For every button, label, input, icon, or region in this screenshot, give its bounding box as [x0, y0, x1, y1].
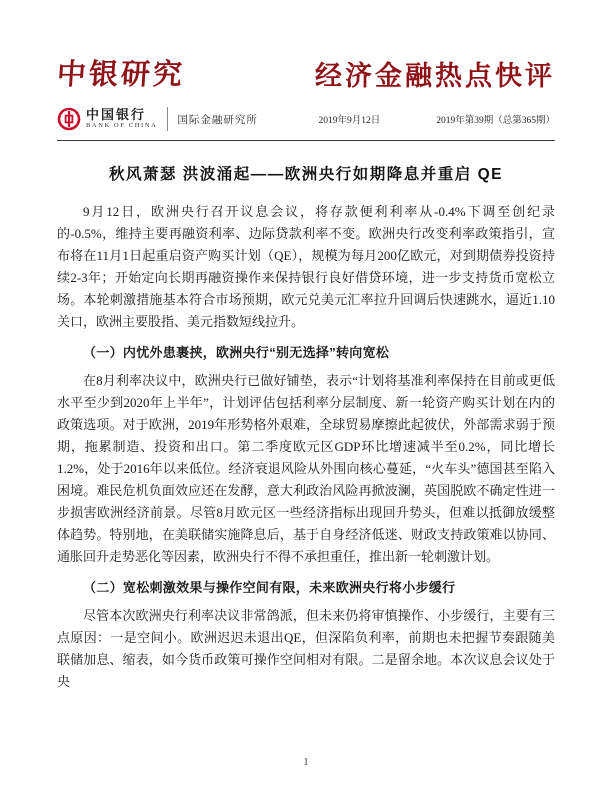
publication-date: 2019年9月12日 — [318, 116, 381, 126]
brand-logo-text: 中银研究 — [55, 59, 186, 91]
institute-name: 国际金融研究所 — [177, 114, 258, 126]
bank-of-china-emblem-icon — [57, 107, 81, 131]
bank-names — [86, 108, 157, 130]
bank-logo-block — [57, 107, 258, 131]
paragraph: 9月12日，欧洲央行召开议息会议，将存款便利利率从-0.4%下调至创纪录的-0.5%，维持主要再融资利率、边际贷款利率不变。欧洲央行改变利率政策指引，宣布将在11月1日起重启资产购买计划（QE），规模为每月200亿欧元，对到期债券投资持续2-3年；开始定向长期再融资操作来保持银行良好借贷环境，进一步支持货币宽松立场。本轮刺激措施基本符合市场预期，欧元兑美元汇率拉升回调后快速跳水，逼近1.10关口，欧洲主要股指、美元指数短线拉升。 — [57, 204, 555, 329]
publication-title: 经济金融热点快评 — [315, 61, 555, 91]
paragraph: 尽管本次欧洲央行利率决议非常鸽派，但未来仍将审慎操作、小步缓行，主要有三点原因：一是空间小。欧洲迟迟未退出QE，但深陷负利率，前期也未把握节奏跟随美联储加息、缩表，如今货币政策可操作空间相对有限。二是留余地。本次议息会议处于央 — [57, 608, 555, 689]
article-title: 秋风萧瑟 洪波涌起——欧洲央行如期降息并重启 QE — [108, 166, 503, 183]
masthead-bottom-row — [57, 107, 555, 131]
section-heading-1: （一）内忧外患裹挟，欧洲央行“别无选择”转向宽松 — [83, 345, 390, 360]
article-body — [57, 201, 555, 693]
masthead-top-row — [57, 52, 555, 93]
bank-name-cn: 中国银行 — [86, 107, 147, 123]
page-number: 1 — [303, 757, 309, 768]
masthead — [57, 52, 555, 141]
vertical-divider — [167, 107, 168, 131]
section-heading-2: （二）宽松刺激效果与操作空间有限，未来欧洲央行将小步缓行 — [83, 580, 456, 595]
paragraph: 在8月利率决议中，欧洲央行已做好铺垫，表示“计划将基准利率保持在目前或更低水平至少到2020年上半年”，计划评估包括利率分层制度、新一轮资产购买计划在内的政策选项。对于欧洲，2019年形势格外艰难，全球贸易摩擦此起彼伏，外部需求弱于预期，拖累制造、投资和出口。第二季度欧元区GDP环比增速减半至0.2%，同比增长1.2%，处于2016年以来低位。经济衰退风险从外围向核心蔓延，“火车头”德国甚至陷入困境。难民危机负面效应还在发酵，意大利政治风险再掀波澜，英国脱欧不确定性进一步损害欧洲经济前景。尽管8月欧元区一些经济指标出现回升势头，但难以抵御放缓整体趋势。特别地，在美联储实施降息后，基于自身经济低迷、财政支持政策难以协同、通胀回升走势恶化等因素，欧洲央行不得不承担重任，推出新一轮刺激计划。 — [57, 373, 555, 564]
issue-number: 2019年第39期（总第365期） — [436, 116, 555, 126]
bank-name-en: BANK OF CHINA — [86, 122, 158, 130]
header-rule — [57, 140, 555, 141]
page-footer — [0, 752, 612, 770]
